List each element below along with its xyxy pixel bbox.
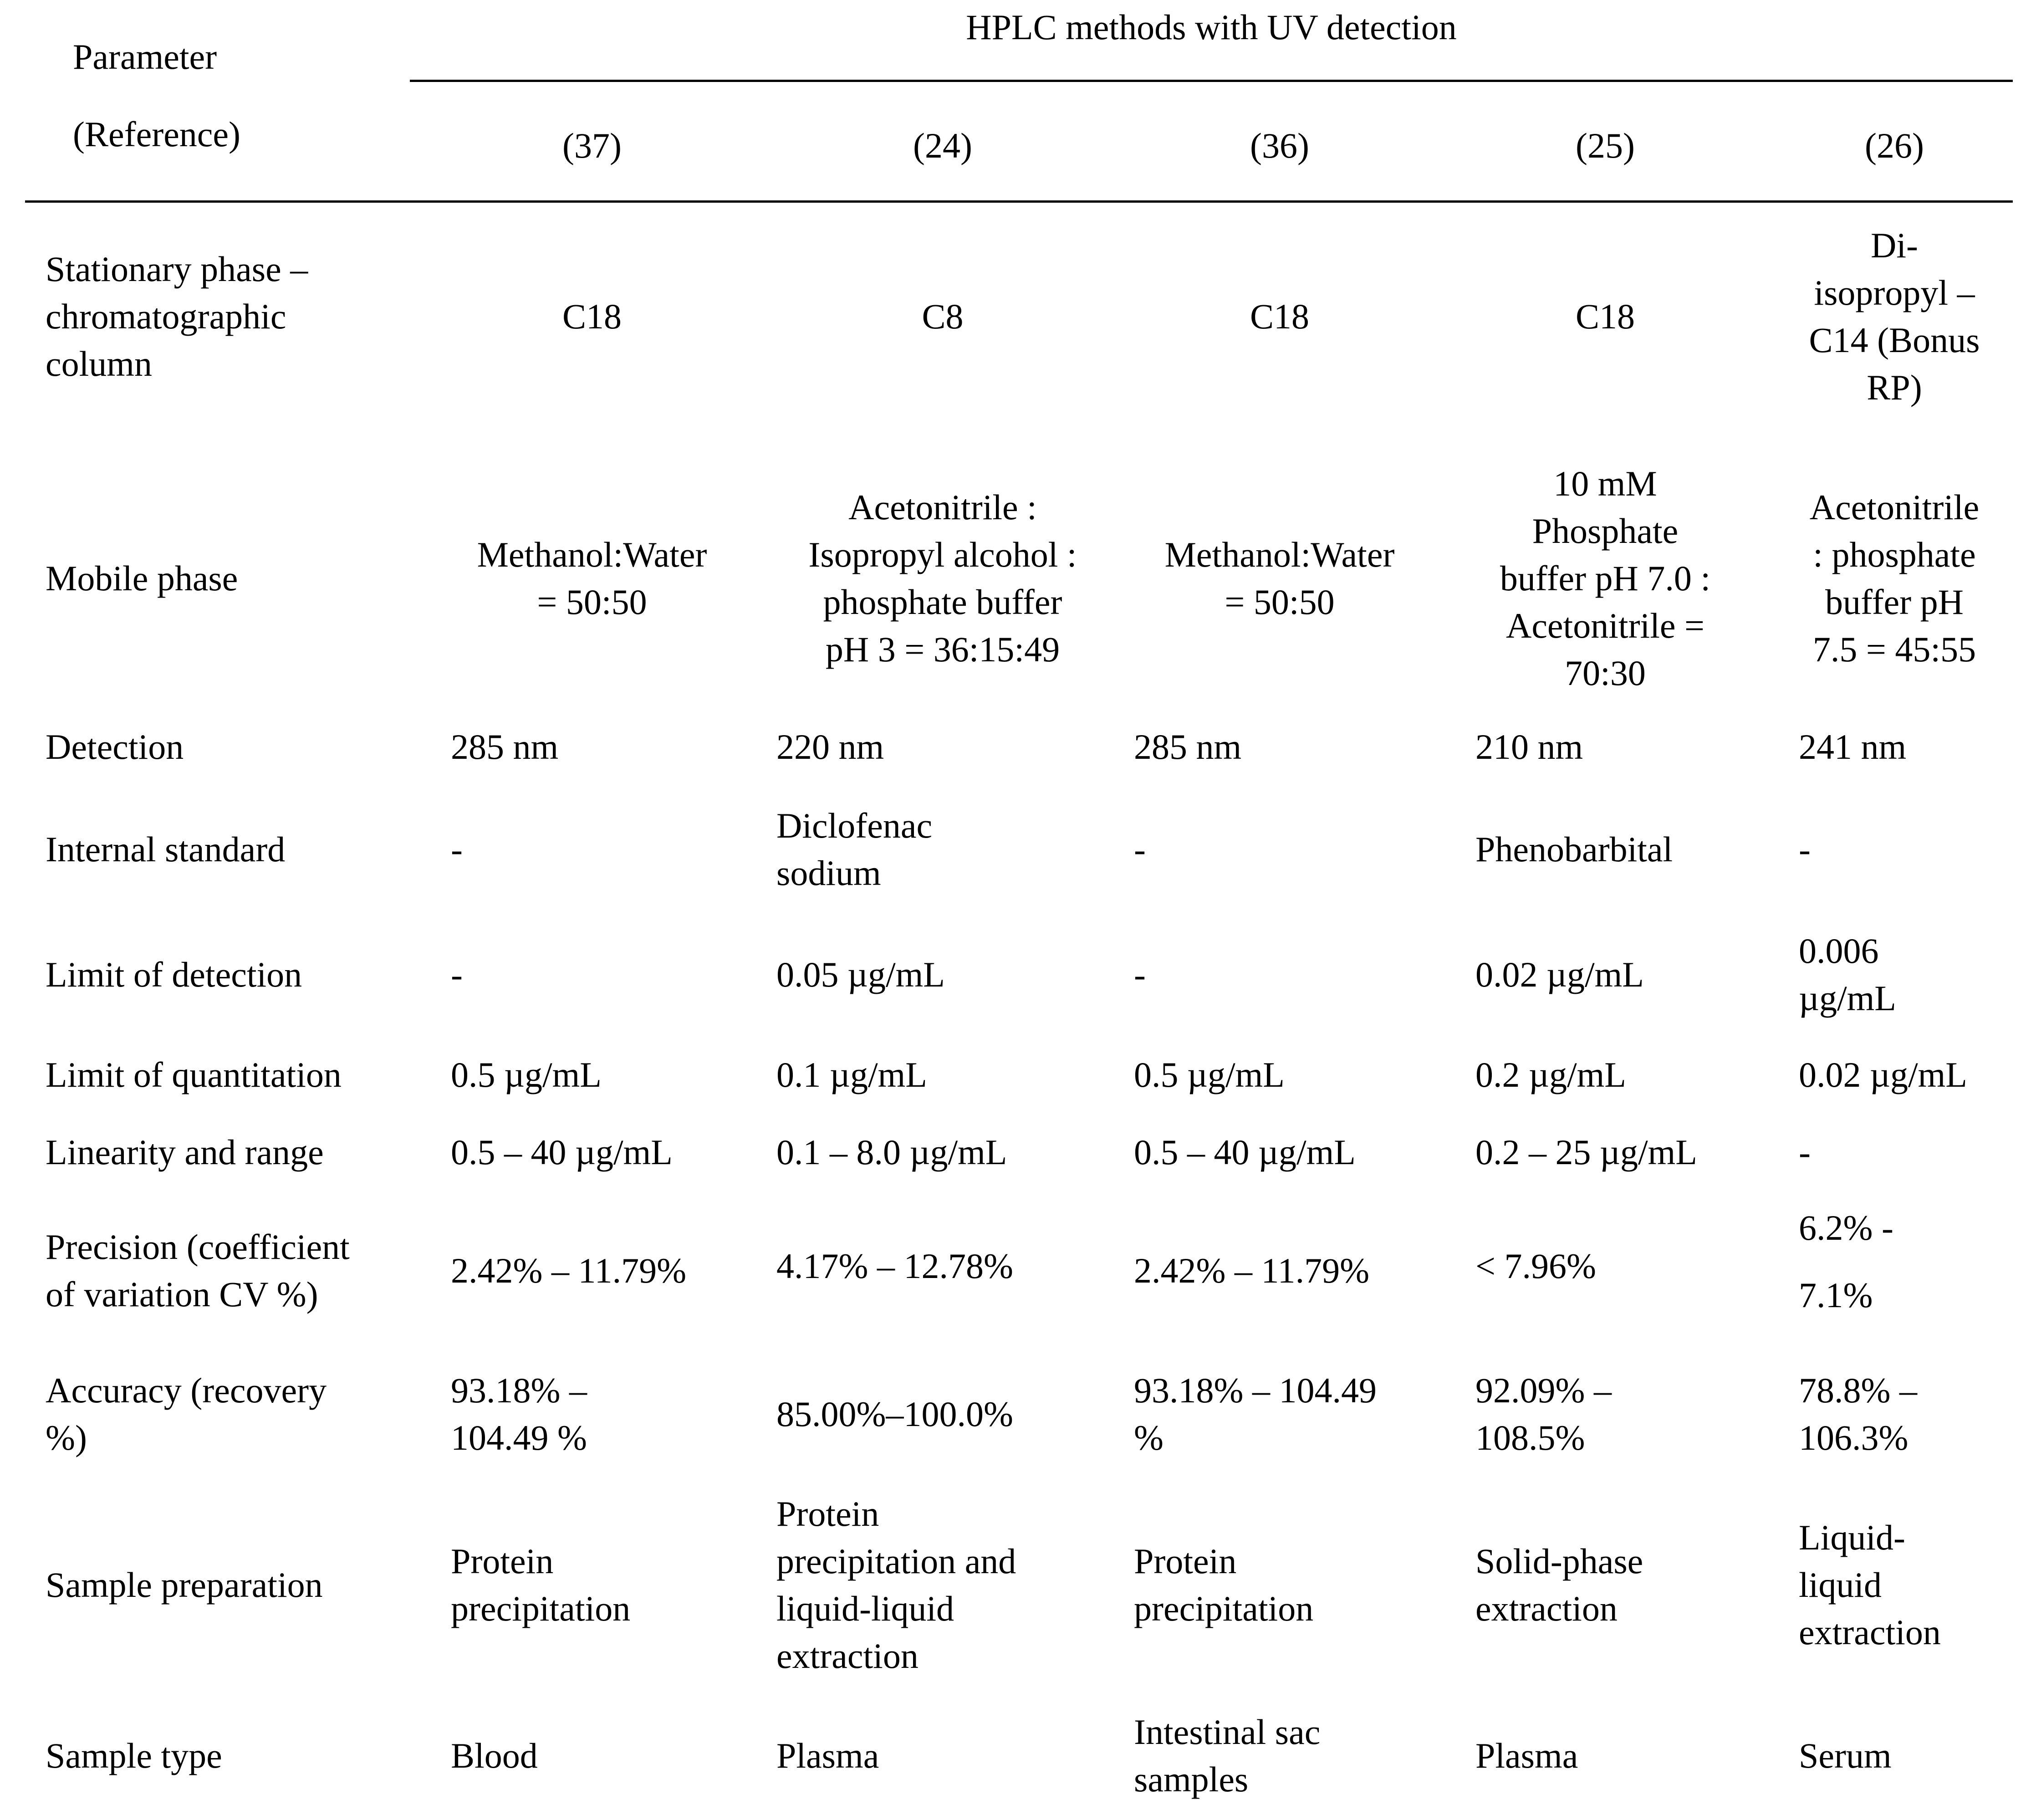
cell-sample-preparation-25: Solid-phase extraction: [1475, 1541, 1643, 1628]
header-rule: [410, 80, 2013, 82]
cell-limit-of-quantitation-37: 0.5 µg/mL: [451, 1055, 602, 1094]
cell-sample-preparation-36: Protein precipitation: [1134, 1541, 1314, 1628]
cell-detection-37: 285 nm: [451, 727, 559, 767]
row-label-mobile-phase: Mobile phase: [46, 558, 238, 598]
cell-detection-24: 220 nm: [776, 727, 884, 767]
cell-limit-of-quantitation-26: 0.02 µg/mL: [1799, 1055, 1967, 1094]
cell-detection-26: 241 nm: [1799, 727, 1907, 767]
cell-detection-36: 285 nm: [1134, 727, 1242, 767]
row-label-sample-type: Sample type: [46, 1736, 222, 1775]
reference-37: (37): [562, 126, 622, 165]
cell-precision-24: 4.17% – 12.78%: [776, 1246, 1013, 1286]
row-label-limit-of-quantitation: Limit of quantitation: [46, 1055, 342, 1094]
cell-precision-25: < 7.96%: [1475, 1246, 1596, 1286]
row-label-precision: Precision (coefficient of variation CV %): [46, 1227, 350, 1314]
reference-25: (25): [1576, 126, 1635, 165]
cell-sample-type-26: Serum: [1799, 1736, 1892, 1775]
cell-mobile-phase-24: Acetonitrile : Isopropyl alcohol : phosphate buffer pH 3 = 36:15:49: [808, 487, 1077, 669]
parameter-reference-header: Parameter (Reference): [73, 37, 241, 154]
cell-mobile-phase-36: Methanol:Water = 50:50: [1164, 535, 1395, 622]
row-label-accuracy: Accuracy (recovery %): [46, 1370, 327, 1457]
cell-sample-type-37: Blood: [451, 1736, 538, 1775]
row-label-detection: Detection: [46, 727, 184, 767]
cell-linearity-and-range-36: 0.5 – 40 µg/mL: [1134, 1132, 1356, 1172]
cell-internal-standard-25: Phenobarbital: [1475, 829, 1673, 869]
cell-sample-preparation-26: Liquid- liquid extraction: [1799, 1518, 1941, 1652]
cell-linearity-and-range-24: 0.1 – 8.0 µg/mL: [776, 1132, 1007, 1172]
cell-sample-type-25: Plasma: [1475, 1736, 1578, 1775]
hplc-methods-header: HPLC methods with UV detection: [966, 7, 1457, 47]
reference-24: (24): [913, 126, 972, 165]
cell-linearity-and-range-25: 0.2 – 25 µg/mL: [1475, 1132, 1697, 1172]
row-label-stationary-phase: Stationary phase – chromatographic column: [46, 249, 308, 383]
cell-accuracy-37: 93.18% – 104.49 %: [451, 1370, 587, 1457]
cell-limit-of-quantitation-36: 0.5 µg/mL: [1134, 1055, 1285, 1094]
row-label-linearity-and-range: Linearity and range: [46, 1132, 324, 1172]
cell-limit-of-detection-36: -: [1134, 955, 1146, 994]
cell-accuracy-25: 92.09% – 108.5%: [1475, 1370, 1612, 1457]
cell-stationary-phase-36: C18: [1250, 297, 1310, 336]
cell-stationary-phase-25: C18: [1575, 297, 1635, 336]
cell-linearity-and-range-37: 0.5 – 40 µg/mL: [451, 1132, 673, 1172]
row-label-internal-standard: Internal standard: [46, 829, 286, 869]
cell-mobile-phase-25: 10 mM Phosphate buffer pH 7.0 : Acetonitrile = 70:30: [1500, 464, 1711, 693]
cell-linearity-and-range-26: -: [1799, 1132, 1811, 1172]
cell-stationary-phase-37: C18: [562, 297, 622, 336]
cell-sample-preparation-24: Protein precipitation and liquid-liquid extraction: [776, 1494, 1016, 1676]
reference-36: (36): [1250, 126, 1309, 165]
cell-limit-of-quantitation-24: 0.1 µg/mL: [776, 1055, 927, 1094]
cell-limit-of-quantitation-25: 0.2 µg/mL: [1475, 1055, 1626, 1094]
cell-mobile-phase-26: Acetonitrile : phosphate buffer pH 7.5 = 45:55: [1809, 487, 1980, 669]
cell-sample-preparation-37: Protein precipitation: [451, 1541, 631, 1628]
row-label-sample-preparation: Sample preparation: [46, 1565, 323, 1605]
cell-internal-standard-36: -: [1134, 829, 1146, 869]
cell-stationary-phase-26: Di- isopropyl – C14 (Bonus RP): [1809, 225, 1980, 407]
cell-limit-of-detection-25: 0.02 µg/mL: [1475, 955, 1644, 994]
cell-accuracy-26: 78.8% – 106.3%: [1799, 1370, 1917, 1457]
cell-internal-standard-24: Diclofenac sodium: [776, 806, 933, 893]
cell-sample-type-24: Plasma: [776, 1736, 879, 1775]
cell-precision-36: 2.42% – 11.79%: [1134, 1251, 1370, 1290]
cell-limit-of-detection-26: 0.006 µg/mL: [1799, 931, 1896, 1018]
cell-accuracy-36: 93.18% – 104.49 %: [1134, 1370, 1377, 1457]
cell-detection-25: 210 nm: [1475, 727, 1583, 767]
cell-stationary-phase-24: C8: [922, 297, 964, 336]
cell-precision-26: 6.2% - 7.1%: [1799, 1208, 1893, 1315]
row-label-limit-of-detection: Limit of detection: [46, 955, 302, 994]
cell-mobile-phase-37: Methanol:Water = 50:50: [477, 535, 707, 622]
cell-precision-37: 2.42% – 11.79%: [451, 1251, 687, 1290]
cell-accuracy-24: 85.00%–100.0%: [776, 1394, 1013, 1434]
cell-internal-standard-37: -: [451, 829, 463, 869]
column-header-rule: [25, 200, 2013, 203]
cell-internal-standard-26: -: [1799, 829, 1811, 869]
cell-sample-type-36: Intestinal sac samples: [1134, 1712, 1321, 1799]
cell-limit-of-detection-37: -: [451, 955, 463, 994]
reference-26: (26): [1865, 126, 1924, 165]
cell-limit-of-detection-24: 0.05 µg/mL: [776, 955, 945, 994]
